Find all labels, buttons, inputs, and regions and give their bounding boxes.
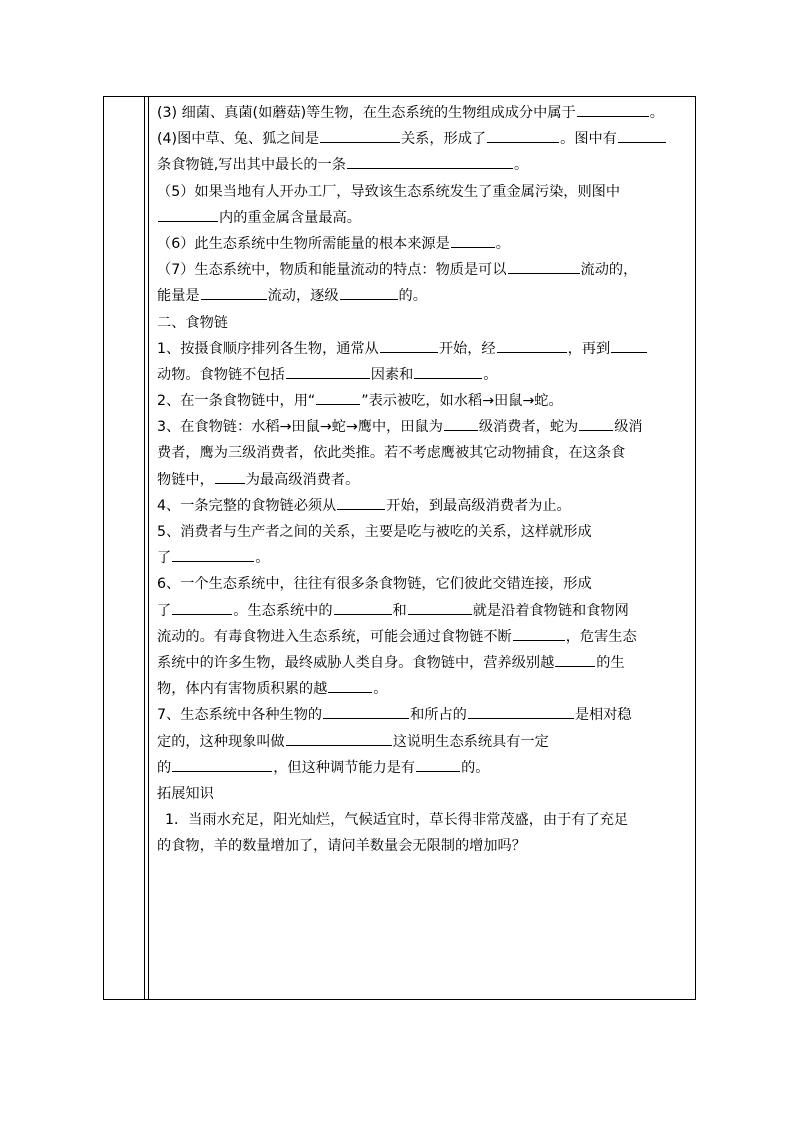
text: 了: [157, 550, 172, 567]
text: 的: [157, 759, 172, 776]
text: 是相对稳: [574, 707, 632, 724]
answer-blank[interactable]: [555, 651, 595, 667]
answer-blank[interactable]: [172, 599, 232, 615]
question-5-line-2: [157, 205, 691, 231]
answer-blank[interactable]: [286, 730, 392, 746]
item-1-line-1: [157, 336, 691, 362]
text: 。: [513, 157, 529, 174]
text: （5）如果当地有人开办工厂，导致该生态系统发生了重金属污染，则图中: [157, 183, 621, 200]
text: ，但这种调节能力是有: [273, 759, 416, 776]
text: 。: [255, 550, 270, 567]
question-4-line-1: [157, 126, 691, 152]
text: 。: [495, 235, 510, 252]
item-3-line-1: [157, 414, 691, 440]
text: 1．当雨水充足，阳光灿烂，气候适宜时，草长得非常茂盛，由于有了充足: [165, 812, 629, 829]
item-7-line-3: [157, 755, 691, 781]
question-4-line-2: [157, 152, 691, 178]
worksheet-content: [157, 100, 691, 859]
answer-blank[interactable]: [334, 599, 392, 615]
item-3-line-2: [157, 440, 691, 466]
text: ”表示被吃，如水稻→田鼠→蛇。: [361, 393, 563, 410]
worksheet-table: [103, 96, 696, 1000]
item-3-line-3: [157, 467, 691, 493]
section-title: 二、食物链: [157, 314, 228, 331]
section-heading-food-chain: [157, 310, 691, 336]
answer-blank[interactable]: [444, 415, 478, 431]
text: 能量是: [157, 288, 200, 305]
answer-blank[interactable]: [508, 258, 580, 274]
item-7-line-2: [157, 729, 691, 755]
question-7-line-2: [157, 283, 691, 309]
text: 3、在食物链：水稻→田鼠→蛇→鹰中，田鼠为: [157, 419, 443, 436]
item-7-line-1: [157, 702, 691, 728]
item-2: [157, 388, 691, 414]
text: 2、在一条食物链中，用“: [157, 393, 316, 410]
text: 物，体内有害物质积累的越: [157, 681, 328, 698]
text: 物链中，: [157, 471, 214, 488]
question-5-line-1: [157, 179, 691, 205]
answer-blank[interactable]: [323, 703, 409, 719]
answer-blank[interactable]: [380, 337, 438, 353]
answer-blank[interactable]: [513, 625, 565, 641]
answer-blank[interactable]: [172, 756, 272, 772]
text: 费者，鹰为三级消费者，依此类推。若不考虑鹰被其它动物捕食，在这条食: [157, 445, 626, 462]
text: 级消费者，蛇为: [478, 419, 579, 436]
question-3: [157, 100, 691, 126]
text: 和所占的: [410, 707, 467, 724]
text: ，危害生态: [565, 628, 637, 645]
text: （7）生态系统中，物质和能量流动的特点：物质是可以: [157, 262, 507, 279]
column-divider: [144, 97, 145, 999]
text: 系统中的许多生物，最终威胁人类自身。食物链中，营养级别越: [157, 654, 555, 671]
text: 的食物，羊的数量增加了，请问羊数量会无限制的增加吗？: [157, 838, 526, 855]
text: 。: [483, 366, 498, 383]
text: 6、一个生态系统中，往往有很多条食物链，它们彼此交错连接，形成: [157, 576, 592, 593]
text: 流动的，: [580, 262, 638, 279]
text: 内的重金属含量最高。: [219, 209, 361, 226]
text: 关系，形成了: [400, 131, 487, 148]
item-6-line-3: [157, 624, 691, 650]
answer-blank[interactable]: [286, 363, 370, 379]
text: （6）此生态系统中生物所需能量的根本来源是: [157, 235, 450, 252]
answer-blank[interactable]: [451, 232, 495, 248]
text: 7、生态系统中各种生物的: [157, 707, 323, 724]
text: 4、一条完整的食物链必须从: [157, 497, 337, 514]
answer-blank[interactable]: [618, 127, 666, 143]
answer-blank[interactable]: [497, 337, 567, 353]
answer-blank[interactable]: [487, 127, 559, 143]
item-5-line-1: [157, 519, 691, 545]
question-7-line-1: [157, 257, 691, 283]
answer-blank[interactable]: [468, 703, 574, 719]
text: 了: [157, 602, 172, 619]
answer-blank[interactable]: [337, 494, 385, 510]
text: 的。: [461, 759, 490, 776]
section-heading-extension: [157, 781, 691, 807]
item-5-line-2: [157, 545, 691, 571]
text: 。: [649, 105, 664, 121]
text: (3) 细菌、真菌(如蘑菇)等生物，在生态系统的生物组成成分中属于: [157, 105, 576, 121]
text: 。生态系统中的: [233, 602, 333, 619]
answer-blank[interactable]: [316, 389, 360, 405]
section-title: 拓展知识: [157, 785, 214, 802]
item-6-line-5: [157, 676, 691, 702]
text: 这说明生态系统具有一定: [392, 733, 549, 750]
text: 为最高级消费者。: [245, 471, 360, 488]
text: 的生: [596, 654, 625, 671]
answer-blank[interactable]: [577, 101, 649, 117]
text: 和: [392, 602, 407, 619]
text: 就是沿着食物链和食物网: [472, 602, 629, 619]
text: 开始，到最高级消费者为止。: [386, 497, 571, 514]
text: 的。: [398, 288, 427, 305]
text: 条食物链,写出其中最长的一条: [157, 157, 346, 174]
answer-blank[interactable]: [215, 468, 245, 484]
text: 流动，逐级: [267, 288, 339, 305]
answer-blank[interactable]: [320, 127, 400, 143]
text: 动物。食物链不包括: [157, 366, 285, 383]
text: 1、按摄食顺序排列各生物，通常从: [157, 340, 379, 357]
answer-blank[interactable]: [347, 153, 513, 169]
text: 级消: [614, 419, 643, 436]
text: 。图中有: [560, 131, 617, 148]
answer-blank[interactable]: [172, 546, 254, 562]
text: 开始，经: [438, 340, 496, 357]
answer-blank[interactable]: [158, 206, 218, 222]
extension-q1-line-1: [157, 807, 691, 833]
answer-blank[interactable]: [416, 756, 460, 772]
item-1-line-2: [157, 362, 691, 388]
answer-blank[interactable]: [201, 284, 267, 300]
answer-blank[interactable]: [611, 337, 647, 353]
text: 定的，这种现象叫做: [157, 733, 285, 750]
answer-blank[interactable]: [579, 415, 613, 431]
answer-blank[interactable]: [328, 677, 372, 693]
text: 因素和: [370, 366, 414, 383]
text: 。: [373, 681, 388, 698]
text: 5、消费者与生产者之间的关系，主要是吃与被吃的关系，这样就形成: [157, 524, 592, 540]
left-column: [104, 97, 149, 999]
item-6-line-2: [157, 598, 691, 624]
question-6: [157, 231, 691, 257]
item-4: [157, 493, 691, 519]
text: (4)图中草、兔、狐之间是: [157, 131, 319, 148]
text: ，再到: [567, 340, 611, 357]
answer-blank[interactable]: [414, 363, 482, 379]
answer-blank[interactable]: [408, 599, 472, 615]
extension-q1-line-2: [157, 833, 691, 859]
item-6-line-1: [157, 571, 691, 597]
item-6-line-4: [157, 650, 691, 676]
answer-blank[interactable]: [340, 284, 398, 300]
text: 流动的。有毒食物进入生态系统，可能会通过食物链不断: [157, 628, 512, 645]
